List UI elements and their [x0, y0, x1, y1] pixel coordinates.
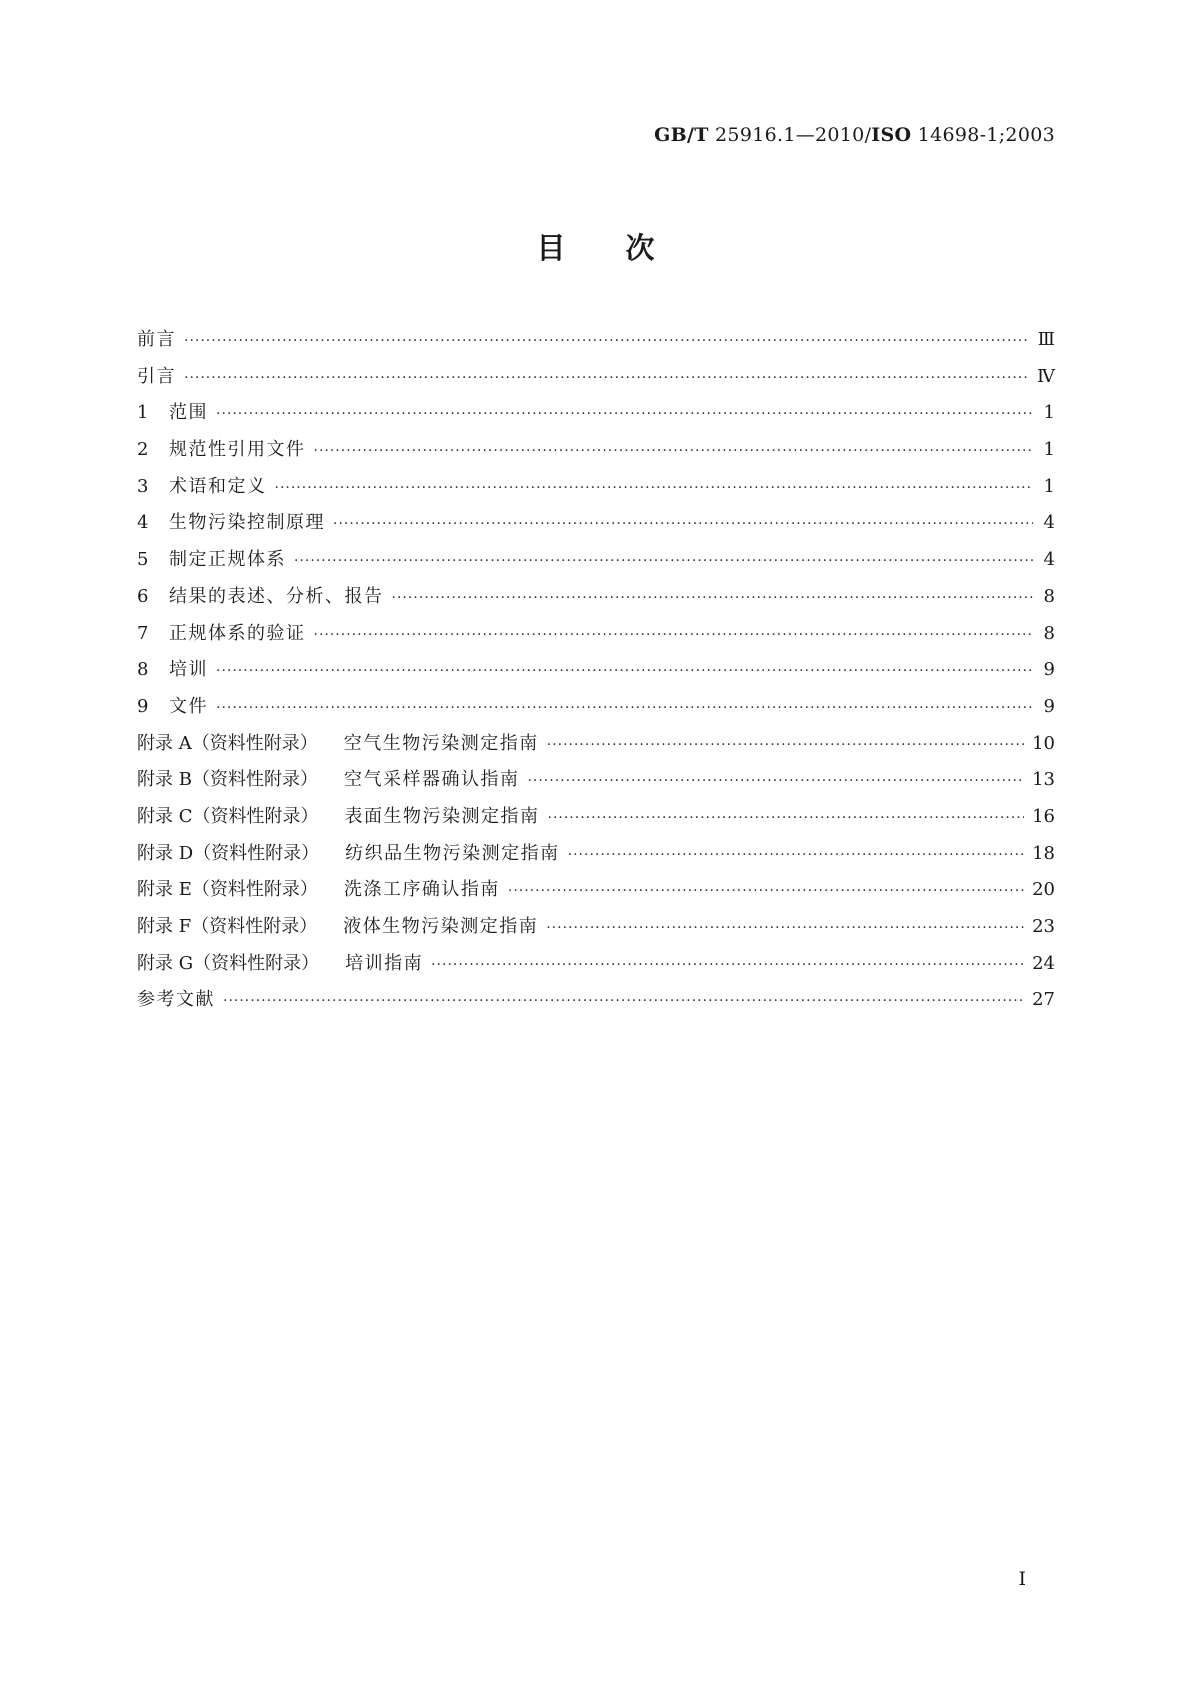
toc-entry-page-number: 4 — [1043, 512, 1055, 534]
toc-dot-leader — [547, 737, 1024, 753]
document-code-header — [654, 124, 1055, 146]
toc-entry[interactable] — [137, 398, 1055, 435]
toc-entry[interactable] — [137, 508, 1055, 545]
toc-entry[interactable] — [137, 912, 1055, 949]
toc-dot-leader — [568, 847, 1024, 863]
toc-entry-number: 8 — [137, 659, 149, 681]
toc-entry[interactable] — [137, 582, 1055, 619]
header-code-gbt: GB/T — [654, 124, 709, 146]
toc-entry-page-number: 20 — [1032, 879, 1055, 901]
toc-entry-page-number: 18 — [1032, 842, 1055, 864]
toc-entry-page-number: 10 — [1032, 732, 1055, 754]
toc-dot-leader — [223, 993, 1024, 1009]
toc-dot-leader — [184, 370, 1029, 386]
toc-dot-leader — [333, 516, 1033, 532]
toc-entry-title: 文件 — [169, 695, 208, 717]
toc-entry-page-number: 23 — [1032, 916, 1055, 937]
toc-entry[interactable] — [137, 435, 1055, 472]
toc-entry-title: 培训 — [169, 659, 208, 681]
toc-entry-number: 4 — [137, 512, 149, 534]
toc-entry-title: 表面生物污染测定指南 — [344, 805, 540, 827]
toc-entry-title: 培训指南 — [345, 952, 424, 974]
toc-entry[interactable] — [137, 655, 1055, 692]
toc-dot-leader — [314, 443, 1034, 459]
toc-entry-title: 参考文献 — [137, 989, 215, 1011]
toc-entry-page-number: 8 — [1043, 585, 1055, 607]
toc-entry-title: 生物污染控制原理 — [169, 512, 325, 534]
toc-entry[interactable] — [137, 875, 1055, 912]
toc-entry-page-number: 1 — [1043, 402, 1055, 424]
toc-entry[interactable] — [137, 839, 1055, 876]
toc-entry[interactable] — [137, 692, 1055, 729]
toc-dot-leader — [548, 810, 1025, 826]
toc-entry-number: 2 — [137, 439, 149, 461]
header-code-number: 25916.1—2010/ — [708, 124, 872, 146]
toc-entry-page-number: Ⅳ — [1037, 365, 1055, 387]
toc-entry-title: 洗涤工序确认指南 — [343, 879, 500, 901]
page-number: I — [1018, 1568, 1026, 1590]
toc-dot-leader — [546, 920, 1024, 936]
toc-entry-title: 制定正规体系 — [169, 549, 286, 571]
toc-entry-page-number: 4 — [1043, 549, 1055, 571]
toc-entry-annex-label: 附录 E（资料性附录） — [137, 879, 318, 901]
toc-entry-annex-label: 附录 F（资料性附录） — [137, 916, 318, 937]
page-title: 目次 — [536, 231, 715, 265]
toc-entry-annex-label: 附录 G（资料性附录） — [137, 952, 320, 974]
toc-entry-title: 术语和定义 — [169, 475, 267, 497]
toc-entry-title: 引言 — [137, 365, 176, 387]
toc-entry-title: 纺织品生物污染测定指南 — [345, 842, 560, 864]
toc-entry-annex-label: 附录 C（资料性附录） — [137, 805, 319, 827]
table-of-contents — [137, 325, 1055, 1022]
toc-dot-leader — [184, 333, 1030, 349]
toc-entry-title: 正规体系的验证 — [169, 622, 306, 644]
toc-entry-page-number: 13 — [1032, 769, 1055, 791]
toc-entry[interactable] — [137, 802, 1055, 839]
toc-entry-number: 6 — [137, 585, 149, 607]
toc-entry-title: 空气生物污染测定指南 — [343, 732, 539, 754]
toc-entry-annex-label: 附录 B（资料性附录） — [137, 769, 318, 791]
toc-entry-title: 范围 — [169, 402, 208, 424]
toc-entry-title: 液体生物污染测定指南 — [343, 916, 539, 937]
toc-dot-leader — [216, 663, 1033, 679]
toc-entry[interactable] — [137, 362, 1055, 399]
toc-entry-title: 结果的表述、分析、报告 — [169, 585, 384, 607]
toc-dot-leader — [216, 406, 1033, 422]
toc-entry[interactable] — [137, 545, 1055, 582]
toc-entry-title: 前言 — [137, 329, 176, 350]
toc-entry[interactable] — [137, 472, 1055, 509]
toc-entry-page-number: 24 — [1032, 952, 1055, 974]
toc-dot-leader — [216, 700, 1033, 716]
toc-entry-number: 9 — [137, 695, 149, 717]
toc-entry-title: 空气采样器确认指南 — [343, 769, 520, 791]
toc-entry[interactable] — [137, 729, 1055, 766]
toc-dot-leader — [294, 553, 1033, 569]
toc-dot-leader — [527, 773, 1024, 789]
toc-entry[interactable] — [137, 949, 1055, 986]
toc-dot-leader — [314, 627, 1034, 643]
header-code-iso-number: 14698-1;2003 — [911, 124, 1055, 146]
toc-entry-annex-label: 附录 D（资料性附录） — [137, 842, 320, 864]
toc-entry-number: 7 — [137, 622, 149, 644]
toc-entry-page-number: 1 — [1043, 475, 1055, 497]
toc-entry-number: 1 — [137, 402, 149, 424]
toc-entry-title: 规范性引用文件 — [169, 439, 306, 461]
toc-entry-page-number: Ⅲ — [1037, 329, 1055, 350]
header-code-iso: ISO — [871, 124, 912, 146]
toc-entry-page-number: 16 — [1032, 805, 1055, 827]
toc-dot-leader — [275, 480, 1034, 496]
toc-dot-leader — [508, 883, 1024, 899]
toc-entry[interactable] — [137, 985, 1055, 1022]
toc-entry[interactable] — [137, 619, 1055, 656]
toc-entry-page-number: 27 — [1032, 989, 1055, 1011]
toc-entry-page-number: 1 — [1043, 439, 1055, 461]
toc-entry-annex-label: 附录 A（资料性附录） — [137, 732, 318, 754]
toc-entry[interactable] — [137, 325, 1055, 362]
toc-entry-number: 3 — [137, 475, 149, 497]
toc-entry[interactable] — [137, 765, 1055, 802]
toc-dot-leader — [392, 590, 1034, 606]
toc-entry-page-number: 9 — [1043, 695, 1055, 717]
toc-entry-page-number: 9 — [1043, 659, 1055, 681]
toc-entry-number: 5 — [137, 549, 149, 571]
toc-entry-page-number: 8 — [1043, 622, 1055, 644]
toc-dot-leader — [431, 957, 1024, 973]
